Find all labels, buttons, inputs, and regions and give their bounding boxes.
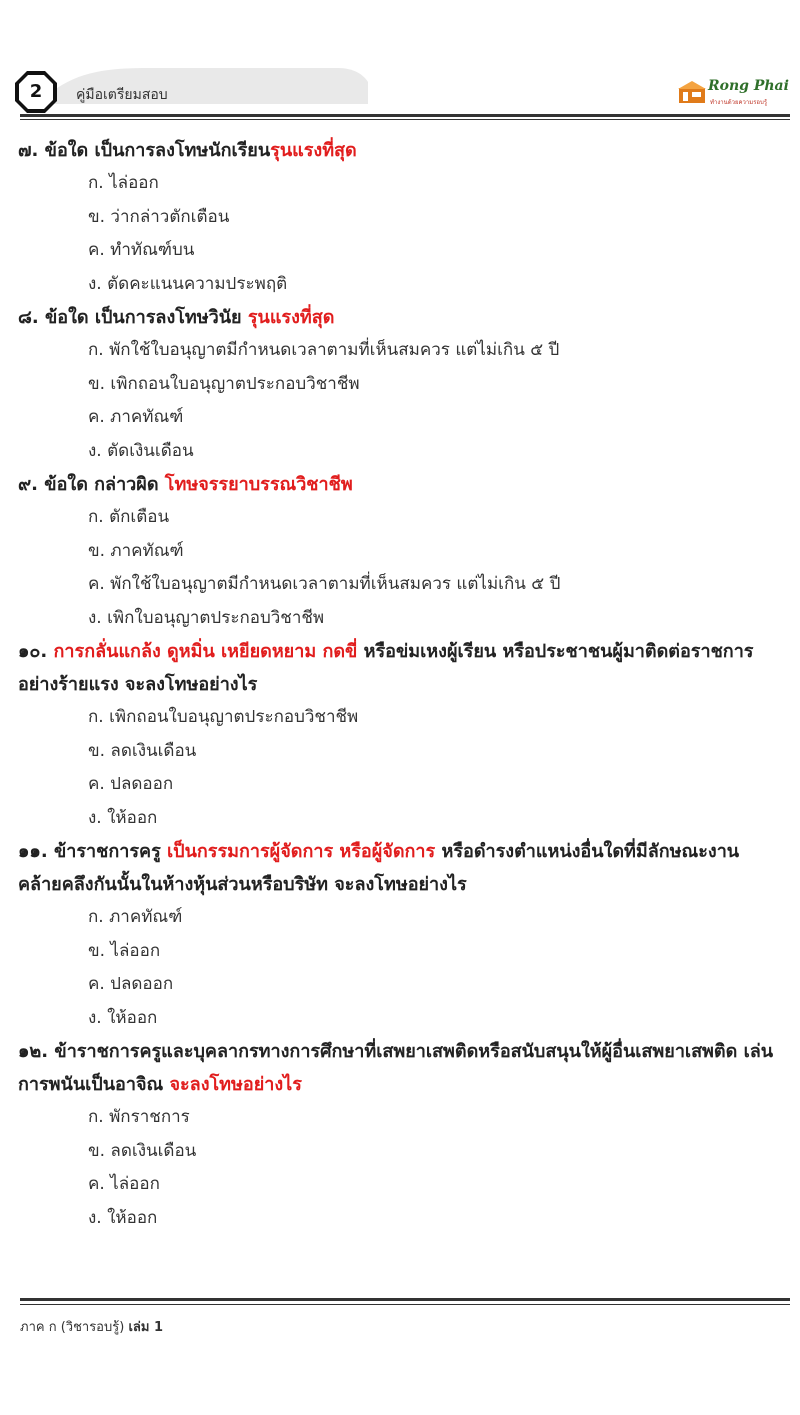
answer-choice: ก. เพิกถอนใบอนุญาตประกอบวิชาชีพ <box>88 707 359 727</box>
answer-choice: ค. ปลดออก <box>88 774 174 794</box>
question-text-part: ๑๒. ข้าราชการครูและบุคลากรทางการศึกษาที่เสพยาเสพติดหรือสนับสนุนให้ผู้อื่นเสพยาเสพติด เล่นการพนันเป็นอาจิณ <box>18 1041 774 1095</box>
question-highlight: รุนแรงที่สุด <box>270 140 357 161</box>
page-header <box>0 62 800 122</box>
question-highlight: รุนแรงที่สุด <box>247 307 335 328</box>
footer-label <box>20 1316 163 1337</box>
answer-choice: ก. พักราชการ <box>88 1107 190 1127</box>
question-text <box>18 301 793 334</box>
answer-choice: ก. ภาคทัณฑ์ <box>88 907 183 927</box>
logo-tagline: ทำงานด้วยความรอบรู้ <box>710 99 768 106</box>
answer-choice: ข. ลดเงินเดือน <box>88 740 197 761</box>
question-text-part: ๘. ข้อใด เป็นการลงโทษวินัย <box>18 307 248 328</box>
question-text-part: ๗. ข้อใด เป็นการลงโทษนักเรียน <box>18 140 271 161</box>
header-divider <box>20 114 790 117</box>
question-item <box>18 134 793 301</box>
question-text <box>18 134 793 167</box>
answer-choice: ก. พักใช้ใบอนุญาตมีกำหนดเวลาตามที่เห็นสมควร แต่ไม่เกิน ๕ ปี <box>88 340 560 360</box>
answer-choice: ค. ปลดออก <box>88 974 174 994</box>
answer-choice: ง. ให้ออก <box>88 1207 158 1228</box>
answer-choice: ค. พักใช้ใบอนุญาตมีกำหนดเวลาตามที่เห็นสมควร แต่ไม่เกิน ๕ ปี <box>88 574 561 594</box>
answer-choice: ข. ลดเงินเดือน <box>88 1140 197 1161</box>
question-highlight: จะลงโทษอย่างไร <box>169 1074 302 1095</box>
question-text-part: ๑๐. <box>18 641 54 662</box>
question-text <box>18 1035 793 1101</box>
logo-house-icon <box>678 80 706 104</box>
footer-volume: เล่ม 1 <box>128 1320 163 1335</box>
page-number: 2 <box>29 81 43 102</box>
footer-section: ภาค ก (วิชารอบรู้) <box>20 1320 129 1335</box>
question-item <box>18 468 793 635</box>
question-item <box>18 301 793 468</box>
answer-choice: ข. ว่ากล่าวตักเตือน <box>88 206 230 227</box>
footer-divider-thin <box>20 1304 790 1305</box>
question-text <box>18 635 793 701</box>
question-item <box>18 1035 793 1235</box>
answer-choice: ก. ไล่ออก <box>88 173 159 193</box>
footer-divider <box>20 1298 790 1301</box>
answer-choice: ค. ไล่ออก <box>88 1174 160 1194</box>
question-text-part: หรือข่มเหงผู้เรียน หรือประชาชนผู้มาติดต่อราชการอย่างร้ายแรง จะลงโทษอย่างไร <box>18 641 754 695</box>
answer-choice: ง. ให้ออก <box>88 1007 158 1028</box>
logo-text: Rong Phai <box>708 78 789 94</box>
answer-choice: ค. ทำทัณฑ์บน <box>88 240 195 260</box>
answer-choice: ค. ภาคทัณฑ์ <box>88 407 184 427</box>
answer-choice: ข. เพิกถอนใบอนุญาตประกอบวิชาชีพ <box>88 373 360 394</box>
answer-choice: ง. ตัดคะแนนความประพฤติ <box>88 273 288 294</box>
question-highlight: เป็นกรรมการผู้จัดการ หรือผู้จัดการ <box>167 841 436 862</box>
book-title: คู่มือเตรียมสอบ <box>76 87 168 103</box>
answer-choice: ข. ไล่ออก <box>88 940 161 961</box>
question-text-part: ๙. ข้อใด กล่าวผิด <box>18 474 165 495</box>
question-text <box>18 468 793 501</box>
question-text <box>18 835 793 901</box>
answer-choice: ง. เพิกใบอนุญาตประกอบวิชาชีพ <box>88 607 325 628</box>
answer-choice: ง. ให้ออก <box>88 807 158 828</box>
question-list <box>18 134 793 1235</box>
header-divider-thin <box>20 119 790 120</box>
question-item <box>18 835 793 1035</box>
question-item <box>18 635 793 835</box>
question-text-part: หรือดำรงตำแหน่งอื่นใดที่มีลักษณะงานคล้ายคลึงกันนั้นในห้างหุ้นส่วนหรือบริษัท จะลงโทษอย่างไร <box>18 841 740 895</box>
answer-choice: ข. ภาคทัณฑ์ <box>88 540 184 561</box>
answer-choice: ก. ตักเตือน <box>88 507 170 527</box>
question-highlight: การกลั่นแกล้ง ดูหมิ่น เหยียดหยาม กดขี่ <box>53 641 358 662</box>
question-highlight: โทษจรรยาบรรณวิชาชีพ <box>164 474 353 495</box>
answer-choice: ง. ตัดเงินเดือน <box>88 440 194 461</box>
question-text-part: ๑๑. ข้าราชการครู <box>18 841 168 862</box>
rong-phai-logo <box>678 76 790 110</box>
